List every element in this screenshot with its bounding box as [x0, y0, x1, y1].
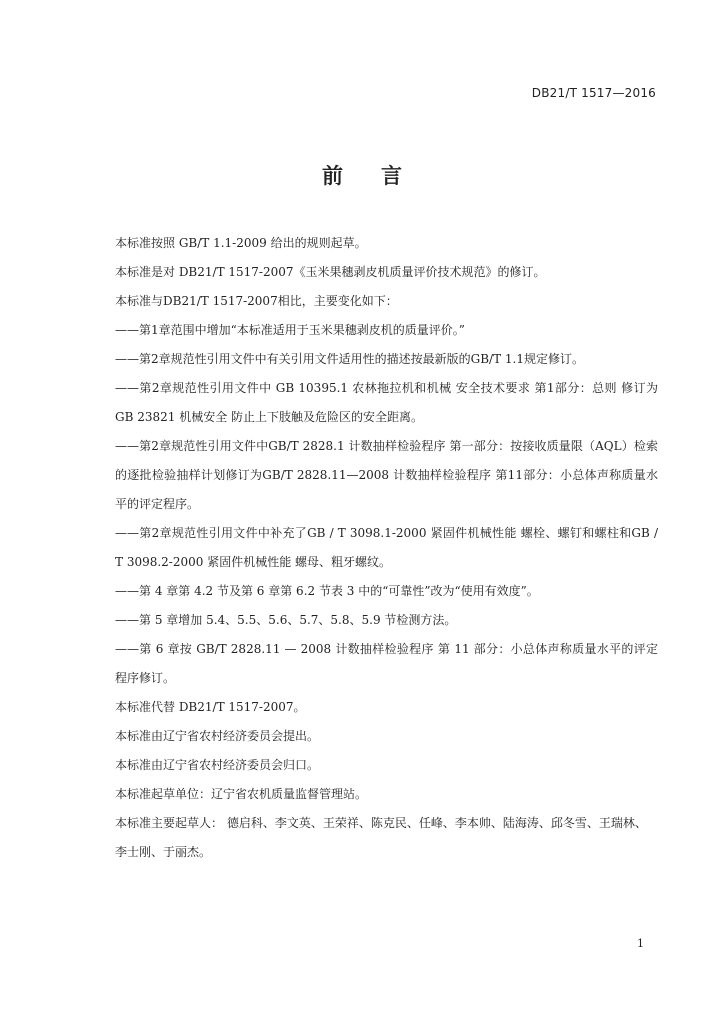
- paragraph-replaces: 本标准代替 DB21/T 1517-2007。: [115, 700, 306, 714]
- page-title: 前言: [322, 164, 440, 188]
- document-body: [115, 229, 658, 867]
- paragraph-changes-intro: 本标准与DB21/T 1517-2007相比，主要变化如下：: [115, 294, 398, 308]
- paragraph-drafters: 本标准主要起草人： 德启科、李文英、王荣祥、陈克民、任峰、李本帅、陆海涛、邱冬雪、王瑞林、李士刚、于丽杰。: [115, 816, 647, 859]
- paragraph-proposed-by: 本标准由辽宁省农村经济委员会提出。: [115, 729, 320, 743]
- change-item-availability: ——第 4 章第 4.2 节及第 6 章第 6.2 节表 3 中的“可靠性”改为“使用有效度”。: [115, 584, 539, 598]
- change-item-test-methods: ——第 5 章增加 5.4、5.5、5.6、5.7、5.8、5.9 节检测方法。: [115, 613, 457, 627]
- page-number: 1: [637, 937, 644, 950]
- change-item-sampling: ——第 6 章按 GB/T 2828.11 — 2008 计数抽样检验程序 第 11 部分：小总体声称质量水平的评定程序修订。: [115, 642, 658, 685]
- paragraph-drafting-rules: 本标准按照 GB/T 1.1-2009 给出的规则起草。: [115, 236, 367, 250]
- change-item-reference-gbt3098: ——第2章规范性引用文件中补充了GB / T 3098.1-2000 紧固件机械性能 螺栓、螺钉和螺柱和GB / T 3098.2-2000 紧固件机械性能 螺母、粗牙螺纹。: [115, 526, 658, 569]
- paragraph-revision: 本标准是对 DB21/T 1517-2007《玉米果穗剥皮机质量评价技术规范》的修订。: [115, 265, 546, 279]
- change-item-reference-applicability: ——第2章规范性引用文件中有关引用文件适用性的描述按最新版的GB/T 1.1规定修订。: [115, 352, 584, 366]
- change-item-reference-gb23821: ——第2章规范性引用文件中 GB 10395.1 农林拖拉机和机械 安全技术要求 第1部分：总则 修订为GB 23821 机械安全 防止上下肢触及危险区的安全距离。: [115, 381, 658, 424]
- change-item-scope: ——第1章范围中增加“本标准适用于玉米果穗剥皮机的质量评价。”: [115, 323, 465, 337]
- change-item-reference-gbt2828: ——第2章规范性引用文件中GB/T 2828.1 计数抽样检验程序 第一部分：按接收质量限（AQL）检索的逐批检验抽样计划修订为GB/T 2828.11—2008 计数抽样检验程序 第11部分：小总体声称质量水平的评定程序。: [115, 439, 658, 511]
- paragraph-centralized-by: 本标准由辽宁省农村经济委员会归口。: [115, 758, 320, 772]
- document-code: DB21/T 1517—2016: [531, 86, 656, 100]
- paragraph-drafting-unit: 本标准起草单位：辽宁省农机质量监督管理站。: [115, 787, 368, 801]
